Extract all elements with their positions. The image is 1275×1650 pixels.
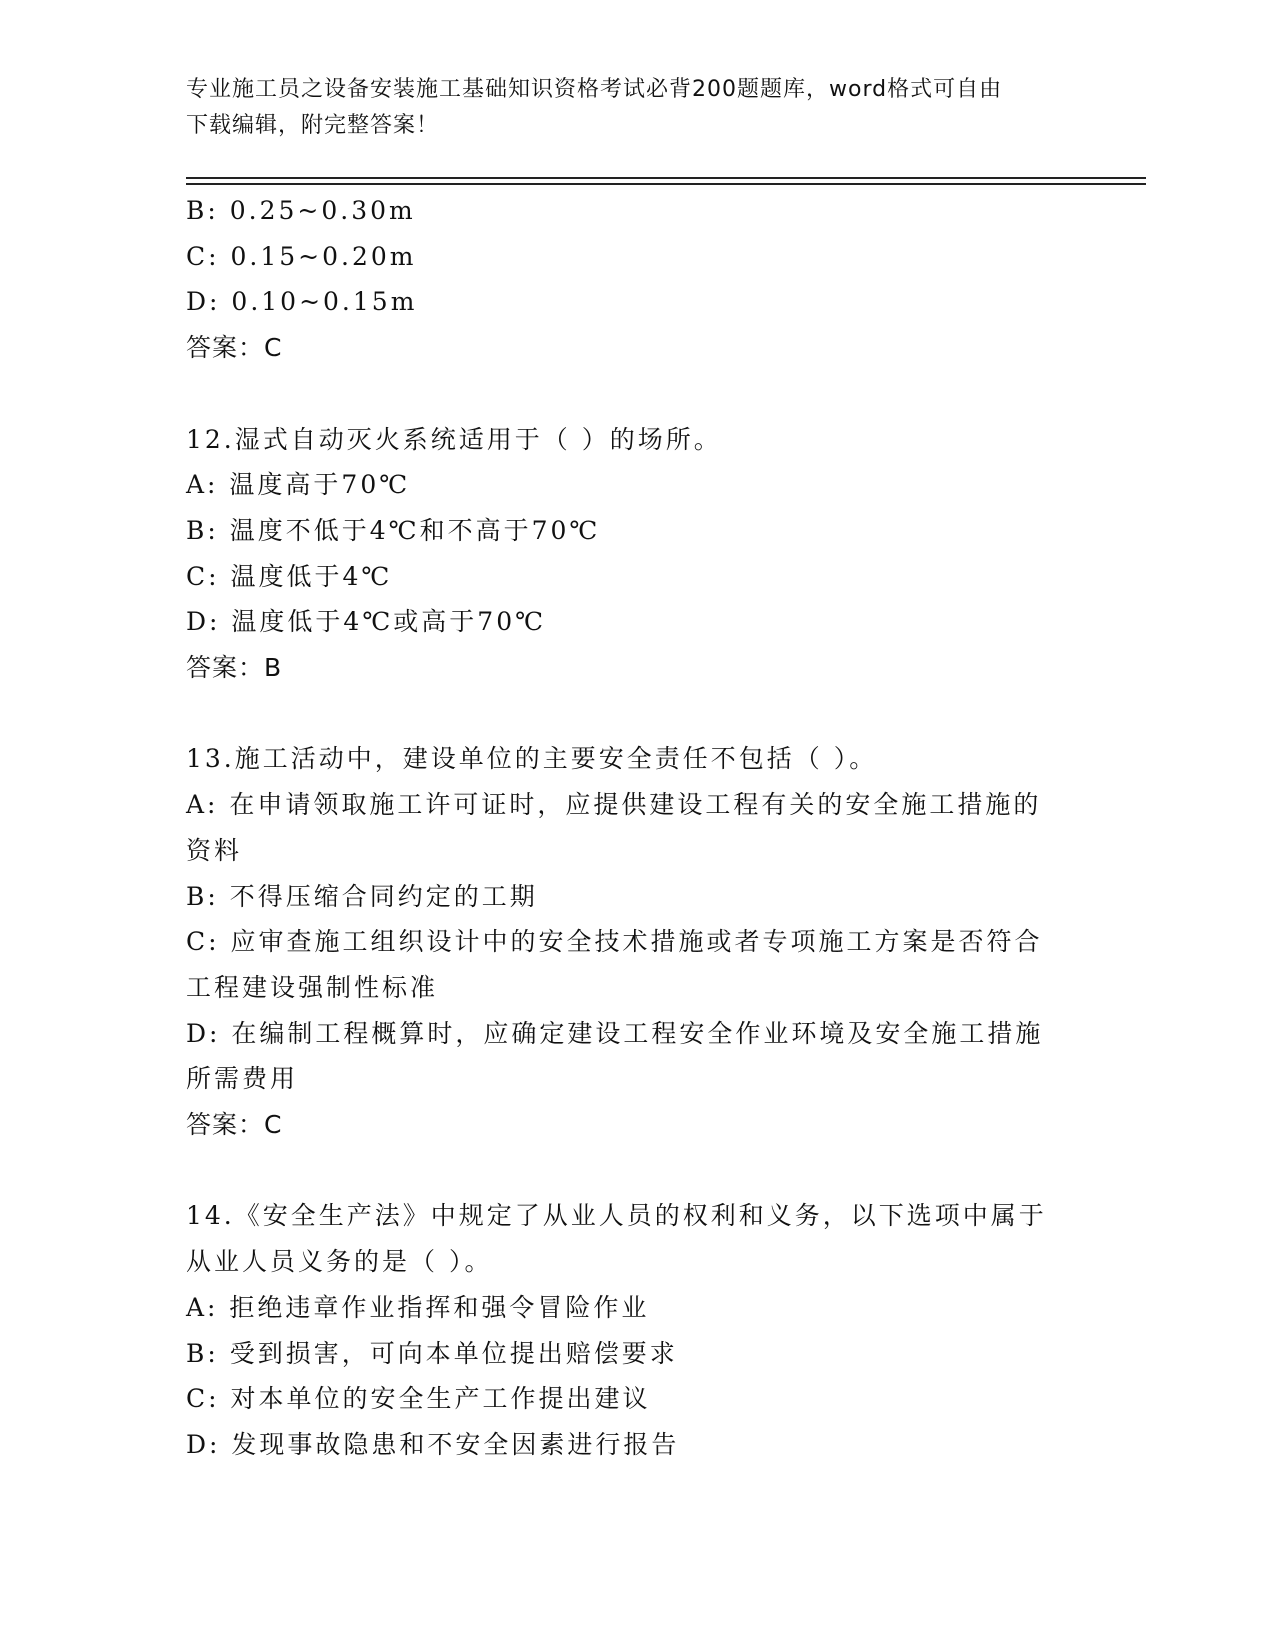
q12-option-a: A: 温度高于70℃	[186, 470, 411, 500]
q11-answer: 答案：C	[186, 333, 283, 363]
q14-question-line-2: 从业人员义务的是（ ）。	[186, 1247, 493, 1277]
q13-question: 13.施工活动中，建设单位的主要安全责任不包括（ ）。	[186, 744, 878, 774]
q13-option-c-line-1: C: 应审查施工组织设计中的安全技术措施或者专项施工方案是否符合	[186, 927, 1043, 957]
q12-question: 12.湿式自动灭火系统适用于（ ）的场所。	[186, 424, 722, 454]
q11-option-b: B: 0.25~0.30m	[186, 196, 416, 225]
spacer	[186, 691, 1086, 737]
header-line-2: 下载编辑，附完整答案！	[186, 113, 440, 138]
q12-option-b: B: 温度不低于4℃和不高于70℃	[186, 515, 601, 545]
header-divider-bottom	[186, 183, 1146, 185]
q12-option-d: D: 温度低于4℃或高于70℃	[186, 607, 547, 637]
q14-option-b: B: 受到损害，可向本单位提出赔偿要求	[186, 1338, 678, 1368]
header-line-1: 专业施工员之设备安装施工基础知识资格考试必背200题题库，word格式可自由	[186, 77, 1003, 102]
q11-option-d: D: 0.10~0.15m	[186, 287, 418, 317]
q13-option-d-line-2: 所需费用	[186, 1064, 299, 1094]
q14-question-line-1: 14.《安全生产法》中规定了从业人员的权利和义务，以下选项中属于	[186, 1201, 1047, 1231]
q13-option-d-line-1: D: 在编制工程概算时，应确定建设工程安全作业环境及安全施工措施	[186, 1018, 1044, 1048]
q14-option-c: C: 对本单位的安全生产工作提出建议	[186, 1384, 651, 1414]
q14-option-a: A: 拒绝违章作业指挥和强令冒险作业	[186, 1292, 650, 1322]
q12-option-c: C: 温度低于4℃	[186, 561, 393, 591]
q13-option-a-line-1: A: 在申请领取施工许可证时，应提供建设工程有关的安全施工措施的	[186, 790, 1042, 820]
document-header	[186, 72, 1086, 144]
question-list	[186, 188, 1086, 1468]
q13-option-c-line-2: 工程建设强制性标准	[186, 972, 439, 1002]
q13-answer: 答案：C	[186, 1110, 283, 1140]
q13-option-b: B: 不得压缩合同约定的工期	[186, 881, 538, 911]
header-divider-top	[186, 177, 1146, 179]
q12-answer: 答案：B	[186, 653, 283, 683]
q13-option-a-line-2: 资料	[186, 835, 243, 865]
q11-option-c: C: 0.15~0.20m	[186, 241, 417, 271]
spacer	[186, 1148, 1086, 1194]
q14-option-d: D: 发现事故隐患和不安全因素进行报告	[186, 1429, 680, 1459]
spacer	[186, 371, 1086, 417]
